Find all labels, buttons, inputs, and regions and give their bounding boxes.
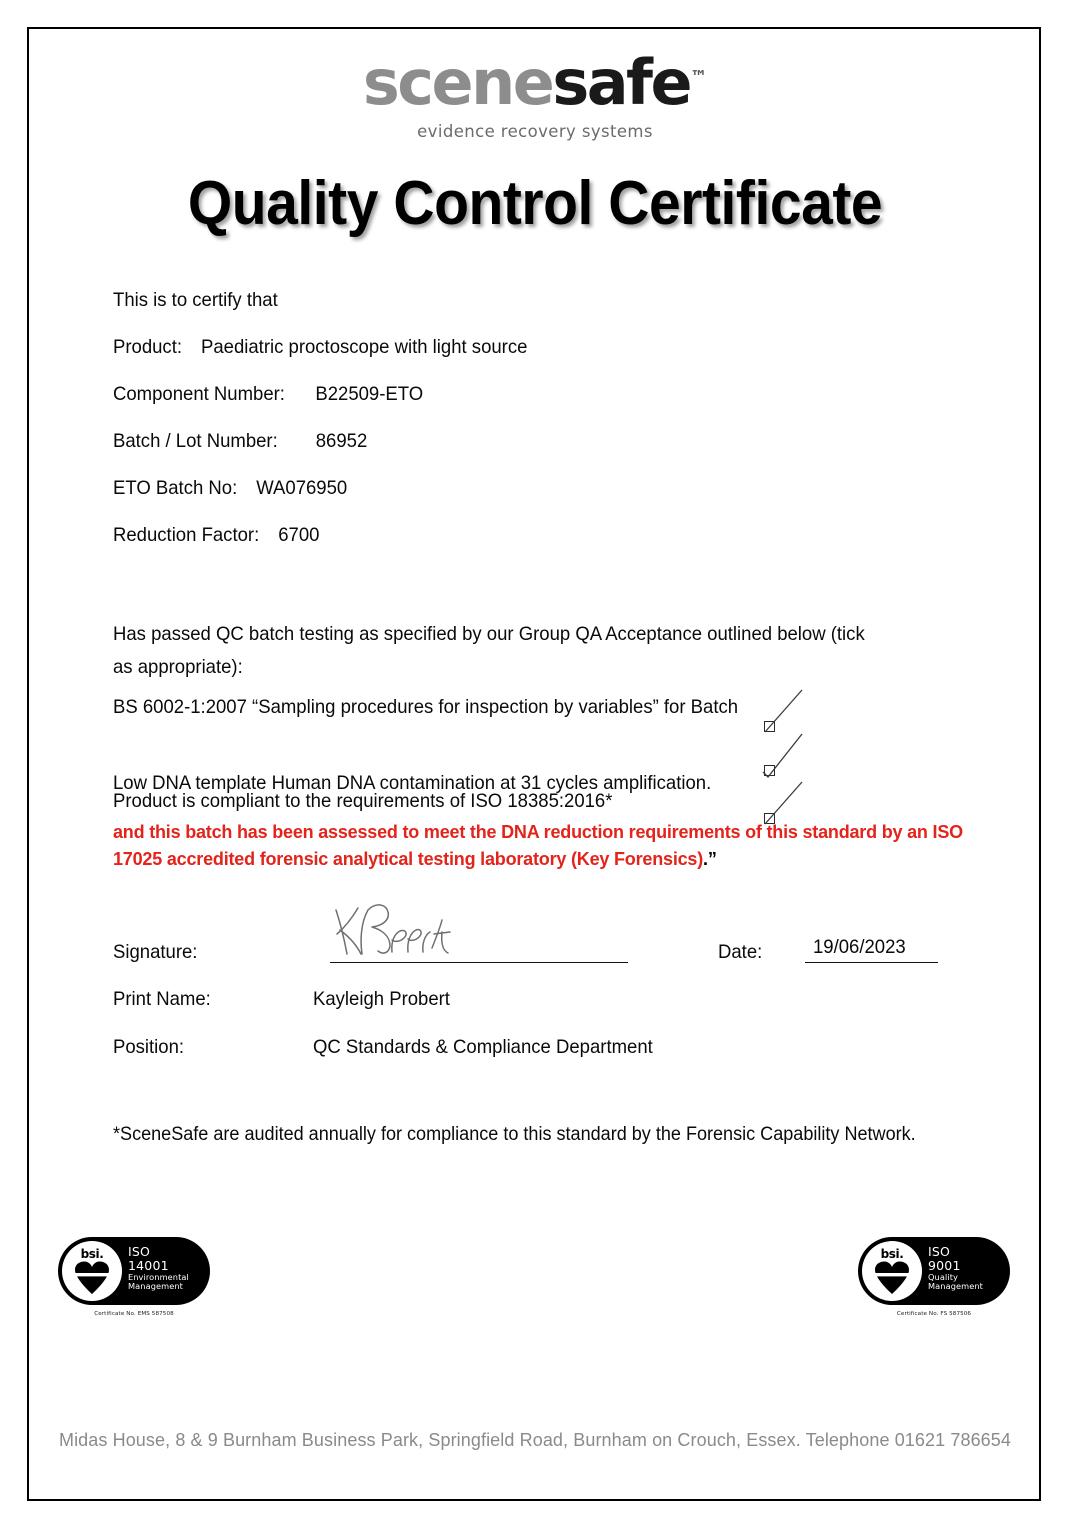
date-label: Date: [718,941,763,963]
field-product [113,336,527,359]
certify-text: This is to certify that [113,289,278,311]
bsi-logo-circle [862,1241,922,1301]
product-label: Product: [113,336,182,358]
checkbox-criterion-2[interactable] [764,730,804,776]
print-name-label: Print Name: [113,988,211,1010]
bsi-wordmark: bsi. [80,1247,104,1261]
field-batch-number [113,430,367,453]
batch-number-label: Batch / Lot Number: [113,430,278,452]
badge-number: 14001 [128,1258,169,1273]
badge-certificate-number: Certificate No. EMS 587508 [94,1311,174,1317]
qc-intro-text: Has passed QC batch testing as specified by our Group QA Acceptance outlined below (tick as appropriate): [113,623,865,678]
badge-subtitle-line1: Quality [928,1272,958,1282]
product-value: Paediatric proctoscope with light source [200,336,528,358]
reduction-factor-label: Reduction Factor: [113,524,260,546]
field-reduction-factor [113,524,319,547]
trademark-icon: ™ [690,67,708,88]
badge-pill [858,1237,1010,1305]
checkbox-criterion-1[interactable] [764,686,804,732]
bsi-logo-circle [62,1241,122,1301]
tick-mark-icon [762,732,804,778]
audit-footnote: *SceneSafe are audited annually for compliance to this standard by the Forensic Capability Network. [113,1124,916,1145]
eto-batch-value: WA076950 [256,477,348,499]
badge-standard: ISO [928,1244,951,1259]
logo-tagline: evidence recovery systems [417,122,653,141]
bsi-heart-icon [874,1261,910,1295]
component-number-value: B22509-ETO [315,383,424,405]
print-name-value: Kayleigh Probert [313,988,450,1010]
bsi-badge-iso-9001 [858,1237,1010,1317]
position-value: QC Standards & Compliance Department [313,1036,653,1058]
badge-subtitle-line2: Management [928,1281,983,1292]
batch-number-value: 86952 [315,430,368,452]
qc-criterion-1 [113,696,943,719]
qc-criterion-3-text: Product is compliant to the requirements of ISO 18385:2016* [113,790,613,812]
qc-criterion-2-text: Low DNA template Human DNA contamination at 31 cycles amplification. [113,772,712,794]
page-title: Quality Control Certificate [187,169,883,238]
field-eto-batch [113,477,347,500]
badge-subtitle-line1: Environmental [128,1272,189,1282]
checkbox-criterion-3[interactable] [764,778,804,824]
badge-text-block [928,1245,983,1291]
logo-word-safe: safe [552,46,691,119]
field-component-number [113,383,423,406]
eto-batch-label: ETO Batch No: [113,477,238,499]
tick-mark-icon [762,688,804,734]
certify-line [113,289,278,312]
footer-address: Midas House, 8 & 9 Burnham Business Park, Springfield Road, Burnham on Crouch, Essex. Telephone 01621 786654 [58,1430,1012,1450]
qc-criterion-1-text: BS 6002-1:2007 “Sampling procedures for inspection by variables” for Batch [113,696,739,718]
company-logo [0,46,1070,141]
date-line [805,962,938,963]
badge-standard: ISO [128,1244,151,1259]
reduction-factor-value: 6700 [278,524,320,546]
component-number-label: Component Number: [113,383,285,405]
badge-subtitle-line2: Management [128,1281,183,1292]
bsi-heart-icon [74,1261,110,1295]
badge-text-block [128,1245,189,1291]
badge-pill [58,1237,210,1305]
logo-wordmark [0,46,1070,119]
position-label: Position: [113,1036,185,1058]
signature-label: Signature: [113,941,198,963]
bsi-wordmark: bsi. [880,1247,904,1261]
signature-image [328,896,458,964]
date-value: 19/06/2023 [813,936,906,958]
bsi-badge-iso-14001 [58,1237,210,1317]
dna-reduction-statement-tail: .” [703,849,717,869]
logo-word-scene: scene [362,46,553,119]
dna-reduction-statement [113,819,963,873]
badge-certificate-number: Certificate No. FS 587506 [896,1311,972,1317]
dna-reduction-statement-text: and this batch has been assessed to meet the DNA reduction requirements of this standard by an ISO 17025 accredited forensic analytical testing laboratory (Key Forensics) [113,822,963,869]
qc-criterion-3 [113,790,943,813]
badge-number: 9001 [928,1258,961,1273]
